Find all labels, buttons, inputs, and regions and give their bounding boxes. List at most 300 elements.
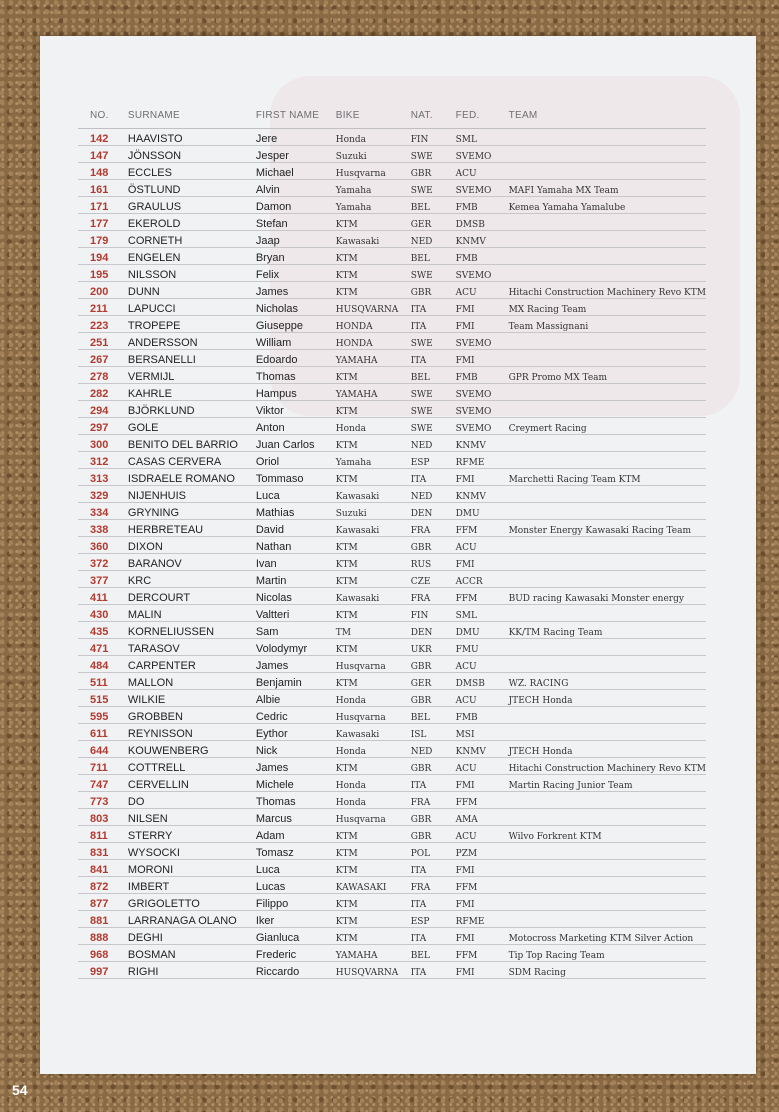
rider-first-name: Giuseppe [256,316,336,333]
rider-number: 177 [78,214,128,231]
rider-bike: Husqvarna [336,163,411,180]
header-fed: FED. [456,104,509,129]
rider-number: 200 [78,282,128,299]
rider-number: 811 [78,826,128,843]
rider-first-name: Filippo [256,894,336,911]
table-row [78,401,706,418]
rider-bike: KTM [336,469,411,486]
rider-surname: JÖNSSON [128,146,256,163]
rider-federation: AMA [456,809,509,826]
rider-federation: DMSB [456,214,509,231]
rider-surname: ÖSTLUND [128,180,256,197]
rider-team [509,163,706,180]
rider-nationality: SWE [411,180,456,197]
rider-nationality: NED [411,486,456,503]
rider-number: 334 [78,503,128,520]
rider-bike: Kawasaki [336,588,411,605]
rider-team: Marchetti Racing Team KTM [509,469,706,486]
rider-nationality: FIN [411,129,456,146]
rider-surname: GRAULUS [128,197,256,214]
rider-first-name: Jaap [256,231,336,248]
table-row [78,520,706,537]
rider-team: WZ. RACING [509,673,706,690]
rider-surname: GRIGOLETTO [128,894,256,911]
rider-bike: KTM [336,673,411,690]
rider-number: 877 [78,894,128,911]
rider-bike: Kawasaki [336,520,411,537]
rider-federation: FMI [456,350,509,367]
rider-first-name: Tomasz [256,843,336,860]
rider-nationality: SWE [411,384,456,401]
rider-first-name: Thomas [256,367,336,384]
rider-team [509,248,706,265]
rider-first-name: Anton [256,418,336,435]
rider-first-name: James [256,656,336,673]
rider-surname: IMBERT [128,877,256,894]
rider-first-name: Gianluca [256,928,336,945]
rider-first-name: Mathias [256,503,336,520]
rider-team: Kemea Yamaha Yamalube [509,197,706,214]
rider-team [509,129,706,146]
rider-first-name: Viktor [256,401,336,418]
rider-first-name: Felix [256,265,336,282]
table-row [78,758,706,775]
rider-bike: KTM [336,843,411,860]
rider-federation: ACU [456,690,509,707]
rider-federation: FMI [456,554,509,571]
rider-first-name: James [256,758,336,775]
table-row [78,333,706,350]
rider-bike: Husqvarna [336,707,411,724]
rider-nationality: FRA [411,588,456,605]
rider-number: 595 [78,707,128,724]
rider-number: 161 [78,180,128,197]
table-row [78,537,706,554]
rider-bike: KTM [336,214,411,231]
rider-bike: KTM [336,860,411,877]
rider-number: 968 [78,945,128,962]
rider-nationality: SWE [411,418,456,435]
rider-nationality: RUS [411,554,456,571]
rider-bike: KTM [336,537,411,554]
rider-first-name: Eythor [256,724,336,741]
rider-federation: FFM [456,945,509,962]
rider-surname: DO [128,792,256,809]
rider-surname: BARANOV [128,554,256,571]
rider-team [509,877,706,894]
rider-team [509,452,706,469]
header-nat: NAT. [411,104,456,129]
rider-surname: WYSOCKI [128,843,256,860]
rider-first-name: Damon [256,197,336,214]
rider-surname: TROPEPE [128,316,256,333]
rider-bike: KTM [336,928,411,945]
table-row [78,707,706,724]
rider-nationality: FRA [411,877,456,894]
rider-bike: HONDA [336,316,411,333]
rider-federation: SVEMO [456,265,509,282]
rider-first-name: Sam [256,622,336,639]
rider-federation: SML [456,605,509,622]
rider-bike: Honda [336,741,411,758]
rider-number: 147 [78,146,128,163]
rider-federation: FMU [456,639,509,656]
rider-first-name: Michael [256,163,336,180]
rider-federation: DMU [456,622,509,639]
rider-surname: CORNETH [128,231,256,248]
table-row [78,231,706,248]
rider-bike: Yamaha [336,197,411,214]
rider-bike: Honda [336,418,411,435]
rider-team [509,656,706,673]
rider-first-name: Ivan [256,554,336,571]
rider-number: 360 [78,537,128,554]
rider-number: 803 [78,809,128,826]
rider-surname: CARPENTER [128,656,256,673]
table-row [78,350,706,367]
rider-nationality: SWE [411,401,456,418]
table-row [78,622,706,639]
header-surname: SURNAME [128,104,256,129]
rider-federation: FMI [456,894,509,911]
rider-first-name: Thomas [256,792,336,809]
rider-number: 223 [78,316,128,333]
table-row [78,571,706,588]
rider-team [509,843,706,860]
rider-team: KK/TM Racing Team [509,622,706,639]
rider-federation: SVEMO [456,146,509,163]
rider-team [509,894,706,911]
table-row [78,809,706,826]
rider-team [509,792,706,809]
rider-nationality: BEL [411,367,456,384]
rider-surname: STERRY [128,826,256,843]
rider-number: 372 [78,554,128,571]
table-row [78,945,706,962]
rider-nationality: CZE [411,571,456,588]
rider-federation: SVEMO [456,180,509,197]
table-row [78,486,706,503]
table-row [78,962,706,979]
rider-team: Hitachi Construction Machinery Revo KTM [509,282,706,299]
rider-number: 881 [78,911,128,928]
rider-team: Wilvo Forkrent KTM [509,826,706,843]
rider-first-name: Alvin [256,180,336,197]
table-row [78,129,706,146]
rider-first-name: Bryan [256,248,336,265]
rider-team [509,384,706,401]
rider-first-name: Michele [256,775,336,792]
table-row [78,639,706,656]
rider-federation: ACU [456,537,509,554]
rider-nationality: GBR [411,690,456,707]
rider-surname: ISDRAELE ROMANO [128,469,256,486]
rider-number: 300 [78,435,128,452]
rider-bike: HONDA [336,333,411,350]
rider-federation: FMI [456,469,509,486]
table-row [78,214,706,231]
rider-bike: Husqvarna [336,656,411,673]
table-row [78,860,706,877]
rider-first-name: Marcus [256,809,336,826]
rider-team [509,146,706,163]
rider-bike: KTM [336,894,411,911]
table-row [78,384,706,401]
rider-nationality: NED [411,231,456,248]
rider-federation: KNMV [456,486,509,503]
rider-nationality: GBR [411,282,456,299]
rider-federation: FFM [456,792,509,809]
rider-bike: KTM [336,282,411,299]
rider-nationality: BEL [411,248,456,265]
rider-number: 411 [78,588,128,605]
rider-nationality: FRA [411,792,456,809]
rider-bike: Honda [336,129,411,146]
rider-team: Martin Racing Junior Team [509,775,706,792]
rider-federation: FMB [456,197,509,214]
rider-bike: YAMAHA [336,384,411,401]
rider-number: 329 [78,486,128,503]
rider-bike: Honda [336,792,411,809]
rider-first-name: Jere [256,129,336,146]
rider-surname: NILSSON [128,265,256,282]
rider-bike: KTM [336,435,411,452]
rider-team [509,707,706,724]
rider-surname: WILKIE [128,690,256,707]
rider-number: 831 [78,843,128,860]
rider-first-name: Riccardo [256,962,336,979]
rider-nationality: FIN [411,605,456,622]
rider-team [509,333,706,350]
rider-team: Team Massignani [509,316,706,333]
rider-bike: Kawasaki [336,231,411,248]
rider-first-name: Luca [256,860,336,877]
rider-number: 611 [78,724,128,741]
rider-federation: FMI [456,928,509,945]
header-team: TEAM [509,104,706,129]
rider-federation: FMB [456,707,509,724]
rider-number: 377 [78,571,128,588]
rider-nationality: BEL [411,945,456,962]
table-row [78,894,706,911]
rider-federation: RFME [456,911,509,928]
rider-surname: BERSANELLI [128,350,256,367]
table-row [78,316,706,333]
rider-team [509,639,706,656]
rider-nationality: ESP [411,911,456,928]
rider-bike: KTM [336,401,411,418]
rider-nationality: ISL [411,724,456,741]
rider-federation: SML [456,129,509,146]
rider-nationality: DEN [411,503,456,520]
table-row [78,911,706,928]
rider-surname: RIGHI [128,962,256,979]
rider-team: JTECH Honda [509,690,706,707]
rider-team [509,350,706,367]
header-bike: BIKE [336,104,411,129]
rider-surname: KRC [128,571,256,588]
rider-federation: FMI [456,299,509,316]
table-row [78,146,706,163]
table-row [78,554,706,571]
table-row [78,469,706,486]
rider-first-name: Albie [256,690,336,707]
rider-team [509,265,706,282]
table-row [78,418,706,435]
rider-federation: FMI [456,962,509,979]
rider-surname: MORONI [128,860,256,877]
rider-first-name: Valtteri [256,605,336,622]
rider-bike: Suzuki [336,146,411,163]
rider-team [509,554,706,571]
rider-team: JTECH Honda [509,741,706,758]
rider-federation: RFME [456,452,509,469]
rider-team: Creymert Racing [509,418,706,435]
table-row [78,826,706,843]
rider-bike: Yamaha [336,180,411,197]
rider-nationality: UKR [411,639,456,656]
rider-nationality: ITA [411,928,456,945]
rider-nationality: NED [411,741,456,758]
rider-nationality: ITA [411,775,456,792]
rider-first-name: Nathan [256,537,336,554]
rider-bike: KTM [336,758,411,775]
rider-federation: FMI [456,860,509,877]
rider-surname: VERMIJL [128,367,256,384]
rider-number: 312 [78,452,128,469]
rider-federation: SVEMO [456,333,509,350]
rider-surname: GROBBEN [128,707,256,724]
rider-surname: HAAVISTO [128,129,256,146]
rider-surname: LAPUCCI [128,299,256,316]
table-row [78,775,706,792]
rider-first-name: Stefan [256,214,336,231]
table-row [78,180,706,197]
rider-nationality: GBR [411,758,456,775]
rider-nationality: POL [411,843,456,860]
rider-number: 872 [78,877,128,894]
rider-number: 148 [78,163,128,180]
rider-nationality: ITA [411,316,456,333]
rider-first-name: James [256,282,336,299]
rider-surname: DIXON [128,537,256,554]
rider-bike: KTM [336,911,411,928]
rider-number: 515 [78,690,128,707]
rider-first-name: Juan Carlos [256,435,336,452]
rider-bike: KAWASAKI [336,877,411,894]
rider-team [509,724,706,741]
rider-surname: CASAS CERVERA [128,452,256,469]
table-row [78,452,706,469]
rider-nationality: SWE [411,333,456,350]
rider-team: MAFI Yamaha MX Team [509,180,706,197]
rider-first-name: Volodymyr [256,639,336,656]
rider-first-name: Cedric [256,707,336,724]
rider-bike: KTM [336,571,411,588]
table-row [78,299,706,316]
rider-nationality: ITA [411,299,456,316]
rider-surname: REYNISSON [128,724,256,741]
rider-surname: CERVELLIN [128,775,256,792]
rider-federation: PZM [456,843,509,860]
rider-team [509,605,706,622]
table-row [78,588,706,605]
rider-federation: FMI [456,316,509,333]
rider-team: Motocross Marketing KTM Silver Action [509,928,706,945]
table-row [78,792,706,809]
rider-number: 251 [78,333,128,350]
rider-bike: KTM [336,554,411,571]
rider-first-name: Lucas [256,877,336,894]
table-row [78,265,706,282]
rider-bike: KTM [336,367,411,384]
rider-number: 313 [78,469,128,486]
rider-number: 997 [78,962,128,979]
rider-surname: TARASOV [128,639,256,656]
rider-nationality: BEL [411,197,456,214]
rider-federation: FMB [456,248,509,265]
table-row [78,163,706,180]
table-row [78,741,706,758]
rider-first-name: Iker [256,911,336,928]
rider-bike: Kawasaki [336,486,411,503]
rider-nationality: FRA [411,520,456,537]
rider-team [509,486,706,503]
rider-number: 435 [78,622,128,639]
rider-first-name: Adam [256,826,336,843]
rider-federation: DMU [456,503,509,520]
rider-surname: ECCLES [128,163,256,180]
rider-federation: FMB [456,367,509,384]
rider-team [509,537,706,554]
rider-team [509,860,706,877]
rider-number: 773 [78,792,128,809]
rider-number: 747 [78,775,128,792]
header-first-name: FIRST NAME [256,104,336,129]
rider-federation: ACU [456,656,509,673]
rider-team [509,435,706,452]
rider-federation: KNMV [456,231,509,248]
rider-first-name: Nick [256,741,336,758]
rider-first-name: Nicolas [256,588,336,605]
rider-nationality: SWE [411,146,456,163]
rider-number: 888 [78,928,128,945]
rider-federation: KNMV [456,741,509,758]
rider-nationality: ITA [411,860,456,877]
rider-number: 278 [78,367,128,384]
rider-team: Hitachi Construction Machinery Revo KTM [509,758,706,775]
rider-federation: ACCR [456,571,509,588]
rider-nationality: GBR [411,826,456,843]
rider-federation: ACU [456,826,509,843]
rider-number: 194 [78,248,128,265]
rider-number: 211 [78,299,128,316]
rider-number: 267 [78,350,128,367]
rider-federation: FFM [456,520,509,537]
rider-surname: KOUWENBERG [128,741,256,758]
rider-number: 171 [78,197,128,214]
header-no: NO. [78,104,128,129]
rider-bike: KTM [336,605,411,622]
rider-first-name: Edoardo [256,350,336,367]
rider-bike: TM [336,622,411,639]
rider-federation: KNMV [456,435,509,452]
table-row [78,282,706,299]
rider-federation: FFM [456,588,509,605]
rider-surname: ANDERSSON [128,333,256,350]
rider-nationality: GBR [411,656,456,673]
rider-nationality: NED [411,435,456,452]
